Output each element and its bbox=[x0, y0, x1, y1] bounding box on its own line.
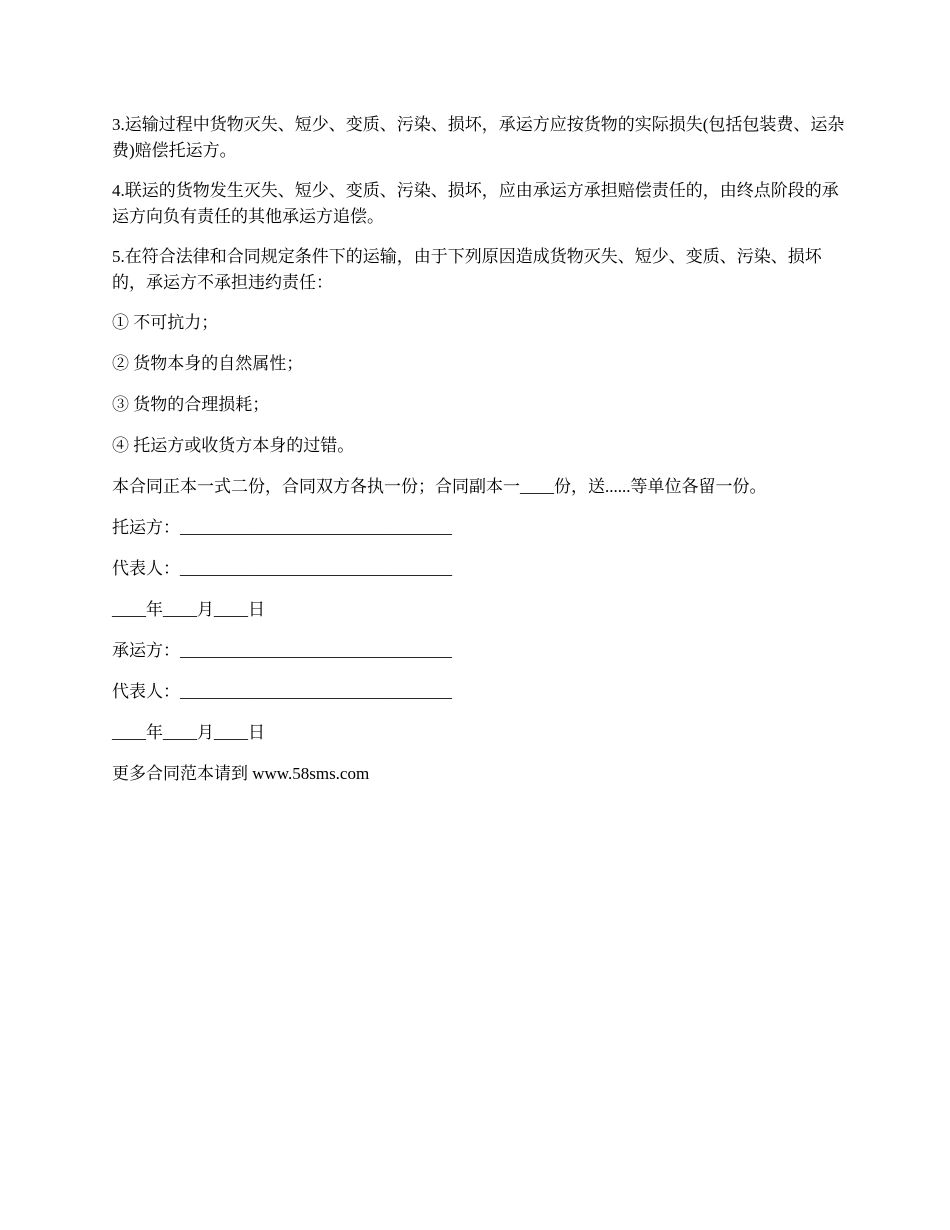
clause-3: 3.运输过程中货物灭失、短少、变质、污染、损坏，承运方应按货物的实际损失(包括包装费、运杂费)赔偿托运方。 bbox=[112, 115, 845, 160]
clause-5: 5.在符合法律和合同规定条件下的运输，由于下列原因造成货物灭失、短少、变质、污染、损坏的，承运方不承担违约责任： bbox=[112, 247, 822, 292]
exemption-item: ① 不可抗力； bbox=[112, 313, 219, 332]
exemption-item: ② 货物本身的自然属性； bbox=[112, 354, 304, 373]
shipper-signature-line: 托运方：________________________________ bbox=[112, 518, 452, 537]
carrier-representative-line: 代表人：________________________________ bbox=[112, 682, 452, 701]
copies-note: 本合同正本一式二份，合同双方各执一份；合同副本一____份，送......等单位各留一份。 bbox=[112, 477, 767, 496]
footer-link-text: 更多合同范本请到 www.58sms.com bbox=[112, 764, 370, 783]
carrier-signature-line: 承运方：________________________________ bbox=[112, 641, 452, 660]
document-page bbox=[112, 112, 852, 802]
exemption-item: ④ 托运方或收货方本身的过错。 bbox=[112, 436, 355, 455]
clause-4: 4.联运的货物发生灭失、短少、变质、污染、损坏，应由承运方承担赔偿责任的，由终点阶段的承运方向负有责任的其他承运方追偿。 bbox=[112, 181, 839, 226]
shipper-representative-line: 代表人：________________________________ bbox=[112, 559, 452, 578]
shipper-date-line: ____年____月____日 bbox=[112, 600, 265, 619]
exemption-item: ③ 货物的合理损耗； bbox=[112, 395, 270, 414]
carrier-date-line: ____年____月____日 bbox=[112, 723, 265, 742]
